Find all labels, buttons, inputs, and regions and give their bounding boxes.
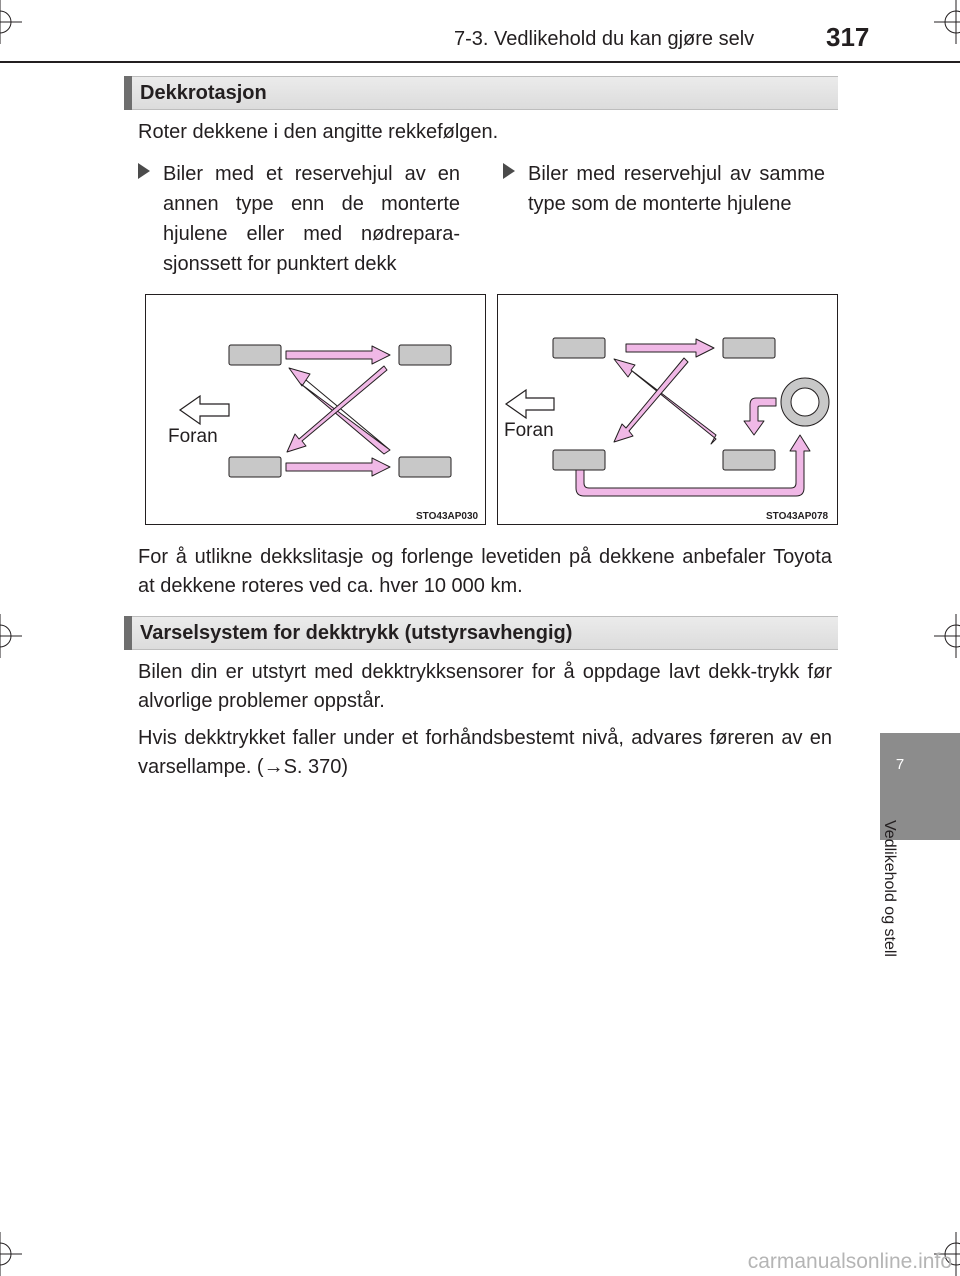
front-direction-arrow-icon	[506, 390, 554, 418]
figure-rotation-five-wheel	[497, 294, 838, 525]
bullet-text: Biler med reservehjul av samme type som de monterte hjulene	[528, 163, 825, 215]
rotation-arrow-spare-to-rear	[744, 398, 776, 435]
spare-tire-hub	[791, 388, 819, 416]
front-label: Foran	[168, 426, 218, 447]
figure-code: STO43AP030	[416, 511, 479, 522]
tire-front-right	[723, 338, 775, 358]
bullet-text: Biler med et reservehjul av en annen type enn de monterte hjulene eller med nødrepara-sjonssett for punktert dekk	[163, 163, 460, 275]
tire-rear-right	[399, 457, 451, 477]
figure-code: STO43AP078	[766, 511, 829, 522]
rotation-arrow-front	[286, 346, 390, 364]
bullet-item-different-spare	[138, 159, 460, 279]
rotation-arrow-diagonal-up	[289, 368, 390, 454]
tire-front-left	[229, 345, 281, 365]
chapter-number: 7	[895, 756, 905, 773]
tire-front-right	[399, 345, 451, 365]
header-section-title: 7-3. Vedlikehold du kan gjøre selv	[454, 28, 755, 50]
figure-rotation-four-wheel	[145, 294, 486, 525]
tpms-paragraph-2: Hvis dekktrykket faller under et forhåndsbestemt nivå, advares føreren av en varsellampe. (→S. 370)	[138, 727, 832, 778]
section-heading-tire-rotation	[124, 76, 838, 110]
section-heading-text: Varselsystem for dekktrykk (utstyrsavhengig)	[140, 622, 573, 644]
rotation-arrow-rear	[286, 458, 390, 476]
triangle-bullet-icon	[138, 163, 150, 179]
front-direction-arrow-icon	[180, 396, 229, 424]
tire-rear-right	[723, 450, 775, 470]
rotation-interval-note: For å utlikne dekkslitasje og forlenge levetiden på dekkene anbefaler Toyota at dekkene roteres ved ca. hver 10 000 km.	[138, 546, 832, 597]
rotation-arrow-front	[626, 339, 714, 357]
chapter-title: Vedlikehold og stell	[881, 820, 898, 957]
tire-rear-left	[553, 450, 605, 470]
section-heading-text: Dekkrotasjon	[140, 82, 267, 104]
tire-front-left	[553, 338, 605, 358]
section-heading-tpms	[124, 616, 838, 650]
triangle-bullet-icon	[503, 163, 515, 179]
rotation-diagram-four-wheel	[146, 295, 487, 526]
page-number: 317	[826, 22, 870, 52]
rotation-diagram-five-wheel	[498, 295, 839, 526]
tpms-paragraph-1: Bilen din er utstyrt med dekktrykksensorer for å oppdage lavt dekk-trykk før alvorlige problemer oppstår.	[138, 661, 832, 712]
tire-rear-left	[229, 457, 281, 477]
watermark: carmanualsonline.info	[747, 1250, 952, 1273]
front-label: Foran	[504, 420, 554, 441]
header-rule	[0, 61, 960, 63]
intro-text: Roter dekkene i den angitte rekkefølgen.	[138, 121, 499, 143]
bullet-item-same-spare	[503, 159, 825, 219]
